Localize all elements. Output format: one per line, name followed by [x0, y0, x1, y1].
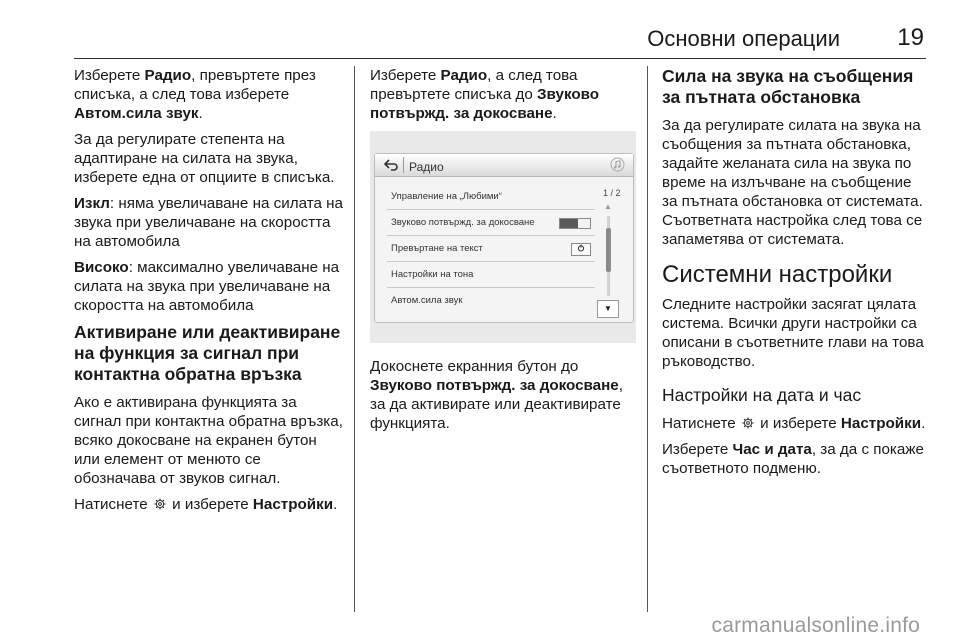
paragraph: [74, 194, 346, 251]
paragraph: [662, 414, 928, 433]
settings-list: [387, 184, 595, 313]
text: .: [198, 105, 203, 122]
settings-gear-icon: [742, 417, 754, 429]
bold-term: Час и дата: [732, 441, 812, 458]
screen-title: Радио: [409, 160, 444, 174]
text: Изберете: [370, 67, 441, 84]
back-arrow-icon[interactable]: [383, 158, 399, 172]
list-item[interactable]: [387, 210, 595, 236]
text: Докоснете екранния бутон до: [370, 358, 579, 375]
scroll-text-button[interactable]: [571, 243, 591, 256]
list-item-label: Настройки на тона: [391, 269, 474, 280]
text: : няма увеличаване на силата на звука при увеличаване на скоростта на автомобила: [74, 195, 343, 250]
text: и изберете: [755, 415, 841, 432]
list-item[interactable]: [387, 184, 595, 210]
paragraph: [662, 440, 928, 478]
screen-illustration: [370, 131, 636, 343]
subsection-heading: Настройки на дата и час: [662, 385, 862, 405]
header-divider: [74, 58, 926, 59]
page-title: Основни операции: [647, 26, 840, 51]
site-watermark: carmanualsonline.info: [711, 614, 920, 637]
bold-term: Настройки: [252, 496, 334, 513]
text: и изберете: [167, 496, 253, 513]
bold-term: Радио: [144, 67, 192, 84]
text: Натиснете: [662, 415, 740, 432]
touch-feedback-toggle[interactable]: [559, 218, 591, 229]
text: Натиснете: [74, 496, 152, 513]
section-heading: Сила на звука на съобщения за пътната обстановка: [662, 66, 914, 107]
text: , превъртете през списъка, а след това изберете: [74, 67, 316, 103]
text: , за да с покаже съответното подменю.: [662, 441, 924, 477]
text: Изберете: [74, 67, 145, 84]
page-indicator: 1 / 2: [603, 188, 621, 198]
list-item[interactable]: [387, 288, 595, 313]
bold-term: Радио: [440, 67, 488, 84]
page-header: [0, 0, 960, 58]
page-number: 19: [897, 24, 924, 51]
scrollbar-thumb[interactable]: [606, 228, 611, 272]
column-3: [662, 66, 928, 485]
paragraph: Следните настройки засягат цялата система. Всички други настройки са описани в съответните глави на това ръководство.: [662, 296, 924, 370]
column-divider-1: [354, 66, 355, 612]
title-separator: [403, 157, 404, 173]
power-icon: [577, 244, 585, 252]
paragraph: [74, 495, 346, 514]
infotainment-screen: [374, 153, 634, 323]
scroll-up-icon[interactable]: ▲: [604, 202, 612, 211]
music-note-icon: [610, 157, 625, 172]
text: .: [552, 105, 557, 122]
bold-term: Настройки: [840, 415, 922, 432]
text: .: [333, 496, 338, 513]
paragraph: [74, 258, 346, 315]
text: .: [921, 415, 926, 432]
text: Изберете: [662, 441, 733, 458]
list-item-label: Превъртане на текст: [391, 243, 483, 254]
text: , за да активирате или деактивирате функцията.: [370, 377, 623, 432]
text: , а след това превъртете списъка до: [370, 67, 578, 103]
settings-gear-icon: [154, 498, 166, 510]
list-item-label: Звуково потвържд. за докосване: [391, 217, 535, 228]
column-1: [74, 66, 346, 521]
paragraph: Ако е активирана функцията за сигнал при контактна обратна връзка, всяко докосване на екранен бутон или елемент от менюто се обозначава от звуков сигнал.: [74, 394, 343, 487]
list-item[interactable]: [387, 236, 595, 262]
chapter-heading: Системни настройки: [662, 261, 893, 288]
bold-term: Високо: [74, 259, 129, 276]
paragraph: За да регулирате степента на адаптиране на силата на звука, изберете една от опциите в списъка.: [74, 131, 335, 186]
list-item[interactable]: [387, 262, 595, 288]
list-item-label: Управление на „Любими“: [391, 191, 502, 202]
paragraph: [370, 357, 640, 433]
list-item-label: Автом.сила звук: [391, 295, 463, 306]
bold-term: Звуково потвържд. за докосване: [370, 86, 600, 122]
bold-term: Звуково потвържд. за докосване: [370, 377, 619, 394]
section-heading: Активиране или деактивиране на функция за сигнал при контактна обратна връзка: [74, 322, 341, 384]
paragraph: [370, 66, 640, 123]
scroll-down-icon[interactable]: ▼: [597, 300, 619, 318]
paragraph: За да регулирате силата на звука на съобщения за пътната обстановка, задайте желаната сила на звука по време на излъчване на съобщение за пътната обстановка от системата. Съответната настройка след това се запаметява от системата.: [662, 117, 923, 248]
column-divider-2: [647, 66, 648, 612]
paragraph: [74, 66, 346, 123]
bold-term: Изкл: [74, 195, 110, 212]
screen-title-bar: [375, 154, 633, 177]
bold-term: Автом.сила звук: [74, 105, 199, 122]
column-2: [370, 66, 640, 440]
text: : максимално увеличаване на силата на звука при увеличаване на скоростта на автомобила: [74, 259, 340, 314]
